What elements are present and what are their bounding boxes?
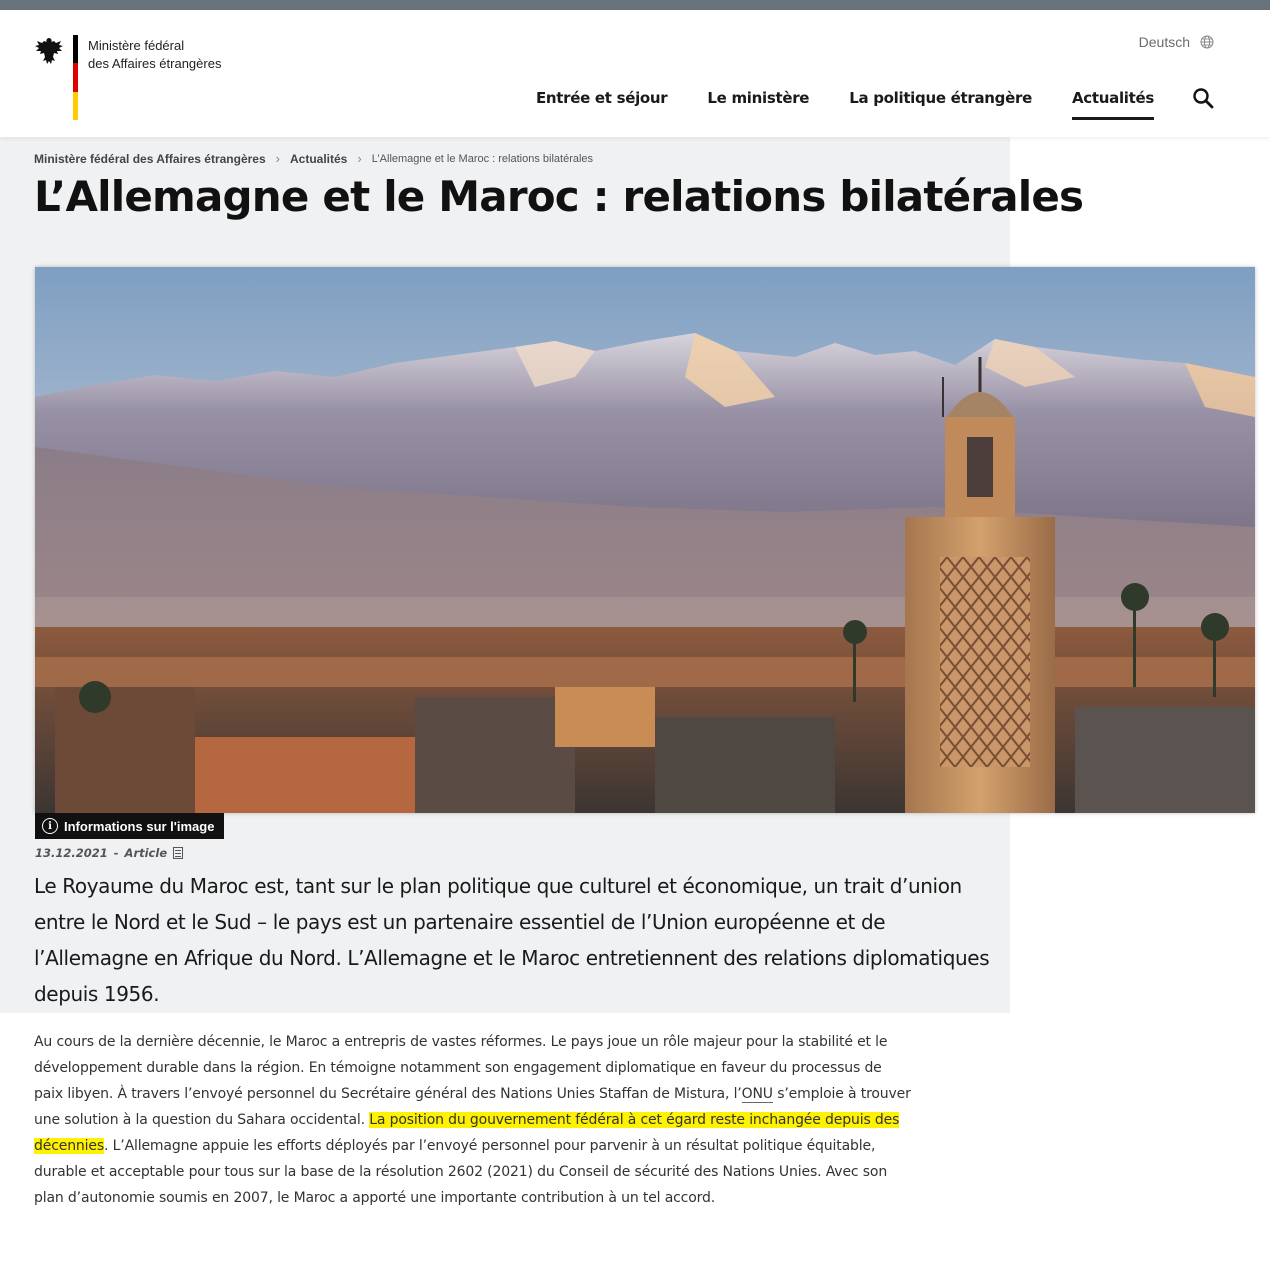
logo-line-2: des Affaires étrangères [88, 56, 222, 71]
info-icon: i [42, 818, 58, 834]
hero-image [35, 267, 1255, 813]
marrakech-skyline-picture [35, 267, 1255, 813]
breadcrumb-actualites[interactable]: Actualités [290, 151, 348, 166]
nav-actualites[interactable]: Actualités [1072, 89, 1154, 120]
flag-red [73, 63, 78, 91]
highlighted-text: La position du gouvernement fédéral à cet égard reste inchangée depuis des décennies [34, 1112, 900, 1154]
article-meta [35, 846, 183, 860]
image-info-button[interactable] [35, 813, 224, 839]
logo-line-1: Ministère fédéral [88, 38, 185, 53]
image-info-label: Informations sur l'image [64, 818, 215, 834]
breadcrumb-home[interactable]: Ministère fédéral des Affaires étrangères [34, 151, 266, 166]
site-header [0, 10, 1270, 137]
article-lead: Le Royaume du Maroc est, tant sur le plan politique que culturel et économique, un trait d’union entre le Nord et le Sud – le pays est un partenaire essentiel de l’Union européenne et de l’Allemagne en Afrique du Nord. L’Allemagne et le Maroc entretiennent des relations diplomatiques depuis 1956. [34, 874, 990, 1006]
chevron-right-icon: › [357, 151, 362, 166]
search-icon[interactable] [1191, 86, 1215, 110]
top-strip [0, 0, 1270, 10]
ministry-logo[interactable] [33, 35, 221, 120]
body-text-part-2: s’emploie à trouver une solution à la question du Sahara occidental. [34, 1086, 911, 1128]
main-navigation [536, 89, 1154, 120]
nav-entree-sejour[interactable]: Entrée et séjour [535, 89, 668, 107]
flag-black [73, 35, 78, 63]
logo-text [88, 35, 221, 120]
document-icon [173, 847, 183, 859]
eagle-icon [33, 35, 65, 67]
body-text-part-3: . L’Allemagne appuie les efforts déployés par l’envoyé personnel pour parvenir à un résultat politique équitable, durable et acceptable pour tous sur la base de la résolution 2602 (2021) du Conseil de sécurité des Nations Unies. Avec son plan d’autonomie soumis en 2007, le Maroc a apporté une importante contribution à un tel accord. [34, 1138, 888, 1206]
onu-link[interactable]: ONU [741, 1086, 773, 1102]
article-type: Article [124, 846, 168, 860]
article-body-paragraph [34, 1029, 914, 1211]
flag-bar [73, 35, 78, 120]
chevron-right-icon: › [275, 151, 280, 166]
breadcrumb-current: L’Allemagne et le Maroc : relations bilatérales [371, 152, 594, 165]
nav-le-ministere[interactable]: Le ministère [707, 89, 810, 107]
article-date: 13.12.2021 [35, 846, 108, 860]
page-title: L’Allemagne et le Maroc : relations bilatérales [34, 172, 1084, 221]
body-text-part-1: Au cours de la dernière décennie, le Maroc a entrepris de vastes réformes. Le pays joue un rôle majeur pour la stabilité et le développement durable dans la région. En témoigne notamment son engagement diplomatique en faveur du processus de paix libyen. À travers l’envoyé personnel du Secrétaire général des Nations Unies Staffan de Mistura, l’ [34, 1034, 888, 1102]
meta-separator: - [113, 846, 119, 860]
flag-gold [73, 92, 78, 120]
breadcrumb [34, 151, 593, 166]
language-switch[interactable] [1139, 34, 1214, 50]
language-label: Deutsch [1138, 34, 1190, 50]
nav-politique-etrangere[interactable]: La politique étrangère [849, 89, 1032, 107]
globe-icon [1200, 35, 1214, 49]
